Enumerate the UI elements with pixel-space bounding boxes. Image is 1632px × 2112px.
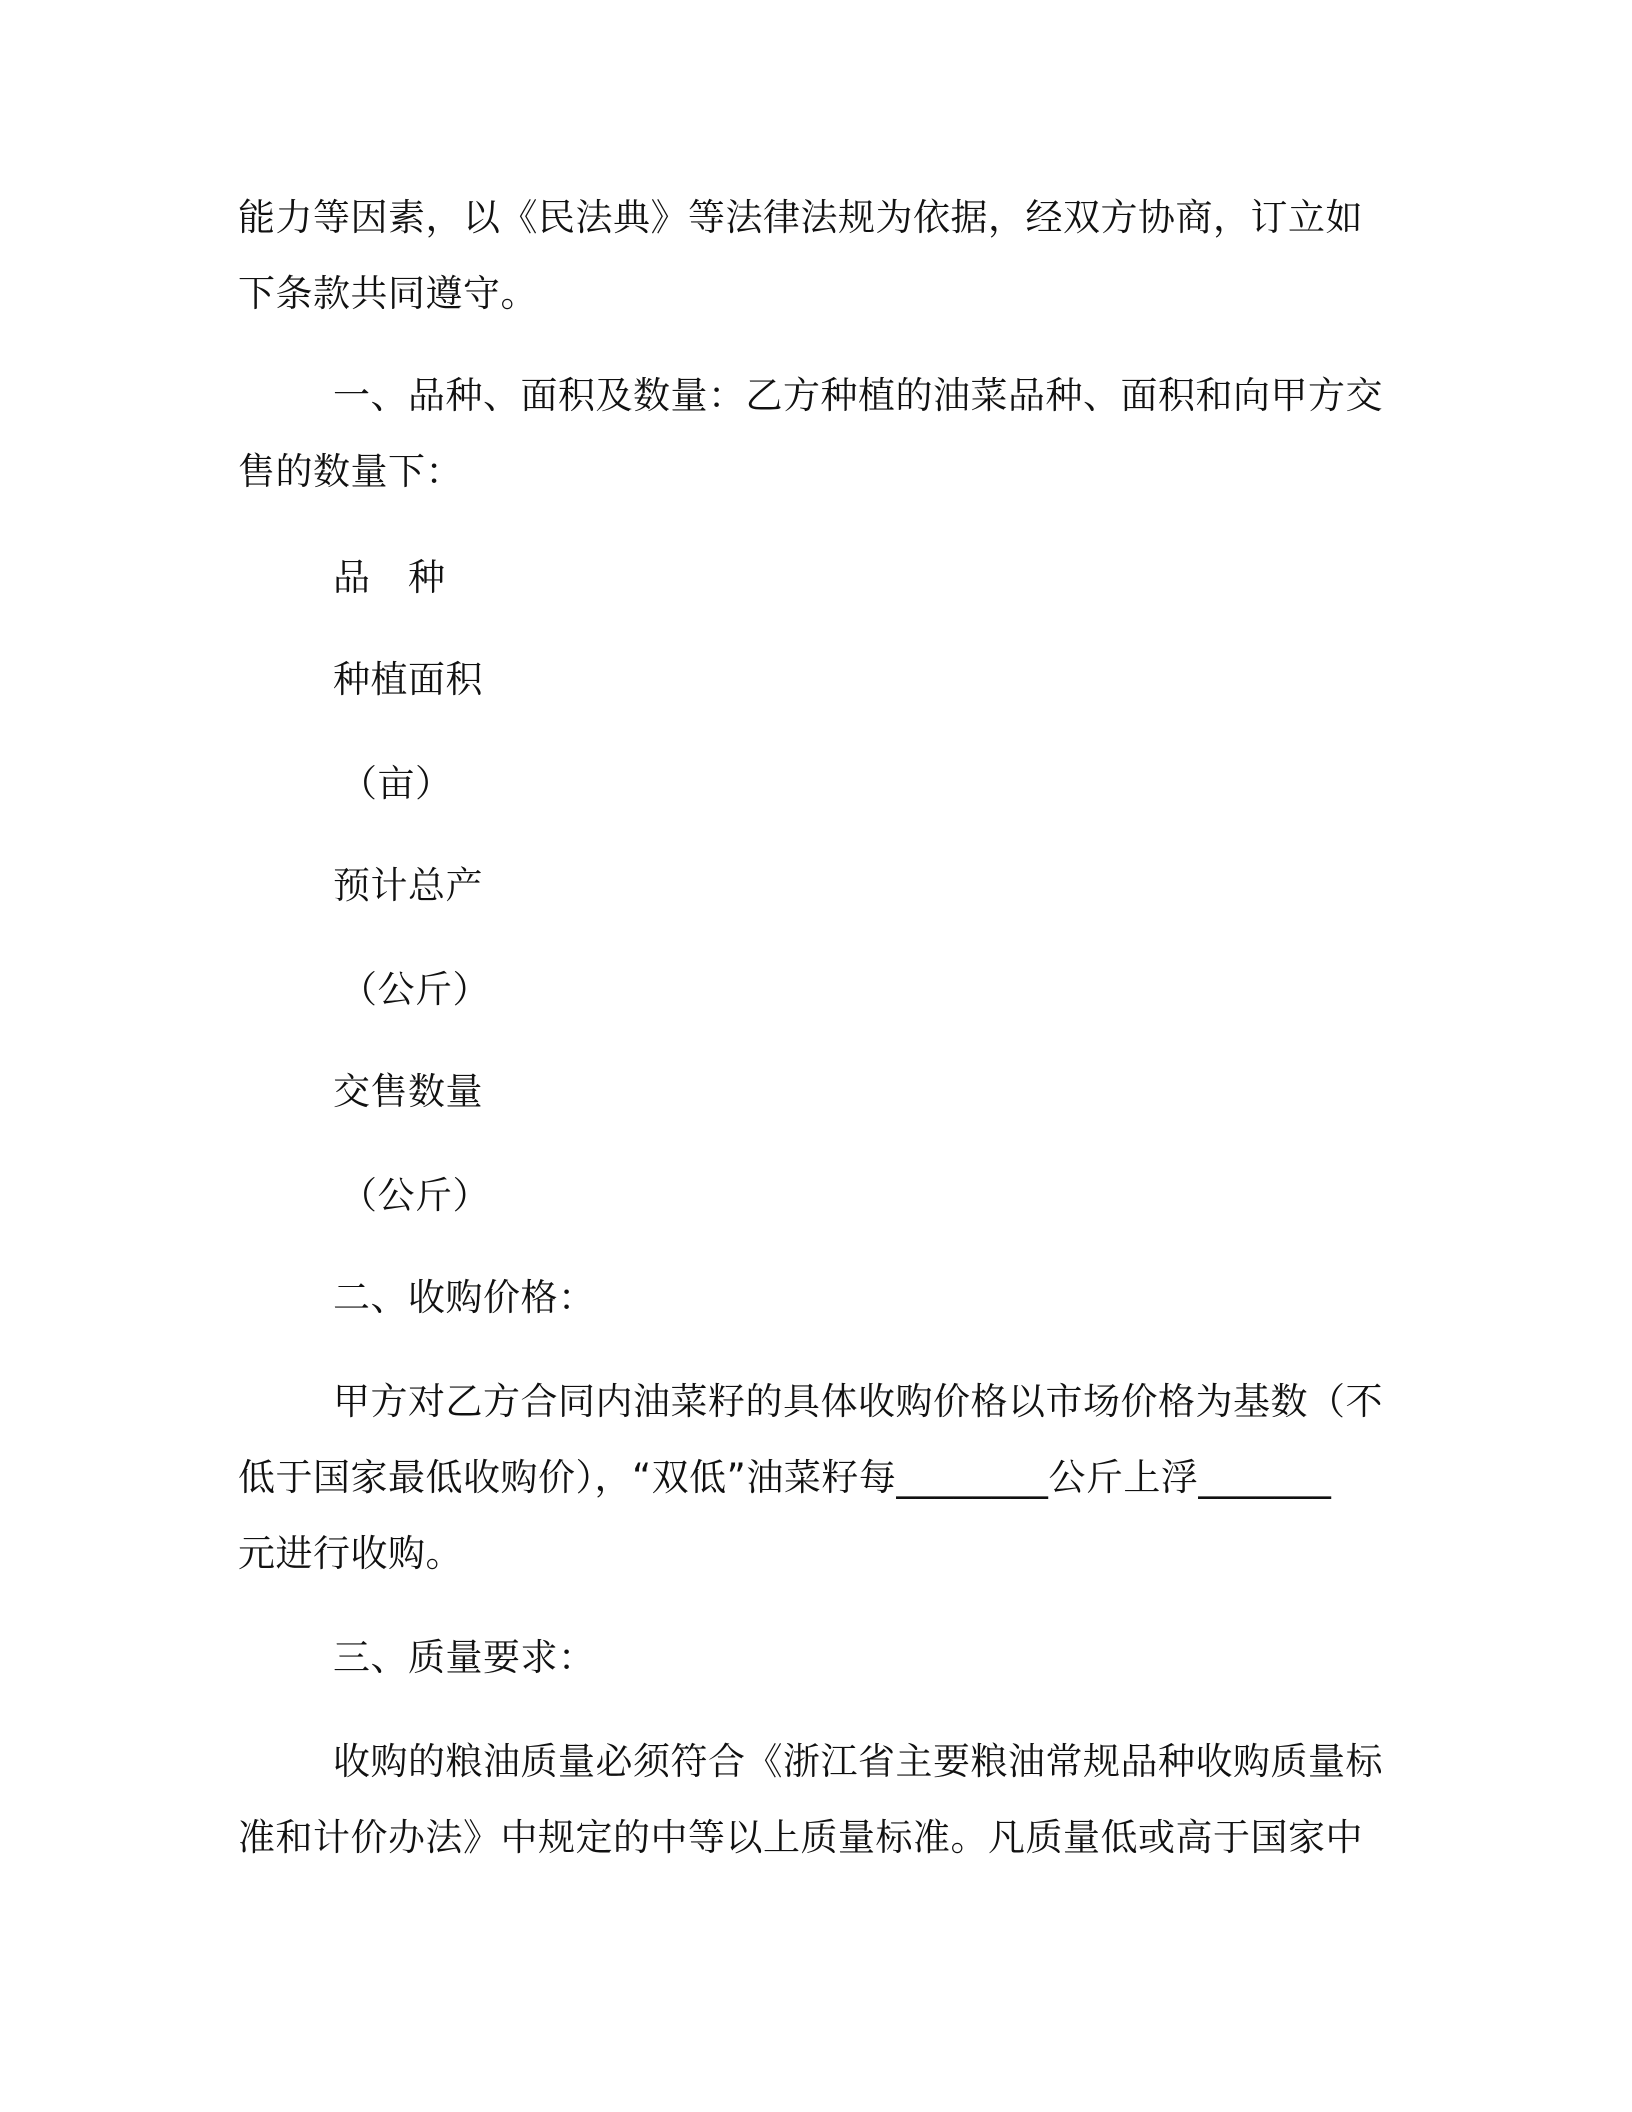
section-three-line-1: 收购的粮油质量必须符合《浙江省主要粮油常规品种收购质量标 xyxy=(333,1740,1383,1783)
section-three-line-2: 准和计价办法》中规定的中等以上质量标准。凡质量低或高于国家中 xyxy=(238,1816,1363,1859)
section-three-heading: 三、质量要求： xyxy=(333,1636,596,1679)
table-label-planting-area: 种植面积 xyxy=(333,658,483,701)
table-label-variety: 品 种 xyxy=(333,556,446,599)
section-two-line-2: 低于国家最低收购价），“双低”油菜籽每________公斤上浮_______ xyxy=(238,1456,1332,1499)
table-unit-kg-1: （公斤） xyxy=(340,968,490,1011)
paragraph-line-1: 能力等因素，以《民法典》等法律法规为依据，经双方协商，订立如 xyxy=(238,196,1363,239)
section-one-continuation: 售的数量下： xyxy=(238,450,463,493)
table-unit-mu: （亩） xyxy=(340,762,453,805)
paragraph-line-2: 下条款共同遵守。 xyxy=(238,272,538,315)
section-two-line-1: 甲方对乙方合同内油菜籽的具体收购价格以市场价格为基数（不 xyxy=(333,1380,1383,1423)
section-two-line-3: 元进行收购。 xyxy=(238,1532,463,1575)
table-label-estimated-output: 预计总产 xyxy=(333,864,483,907)
table-label-delivery-quantity: 交售数量 xyxy=(333,1070,483,1113)
table-unit-kg-2: （公斤） xyxy=(340,1174,490,1217)
section-two-heading: 二、收购价格： xyxy=(333,1276,596,1319)
section-one-heading-line: 一、品种、面积及数量：乙方种植的油菜品种、面积和向甲方交 xyxy=(333,374,1383,417)
